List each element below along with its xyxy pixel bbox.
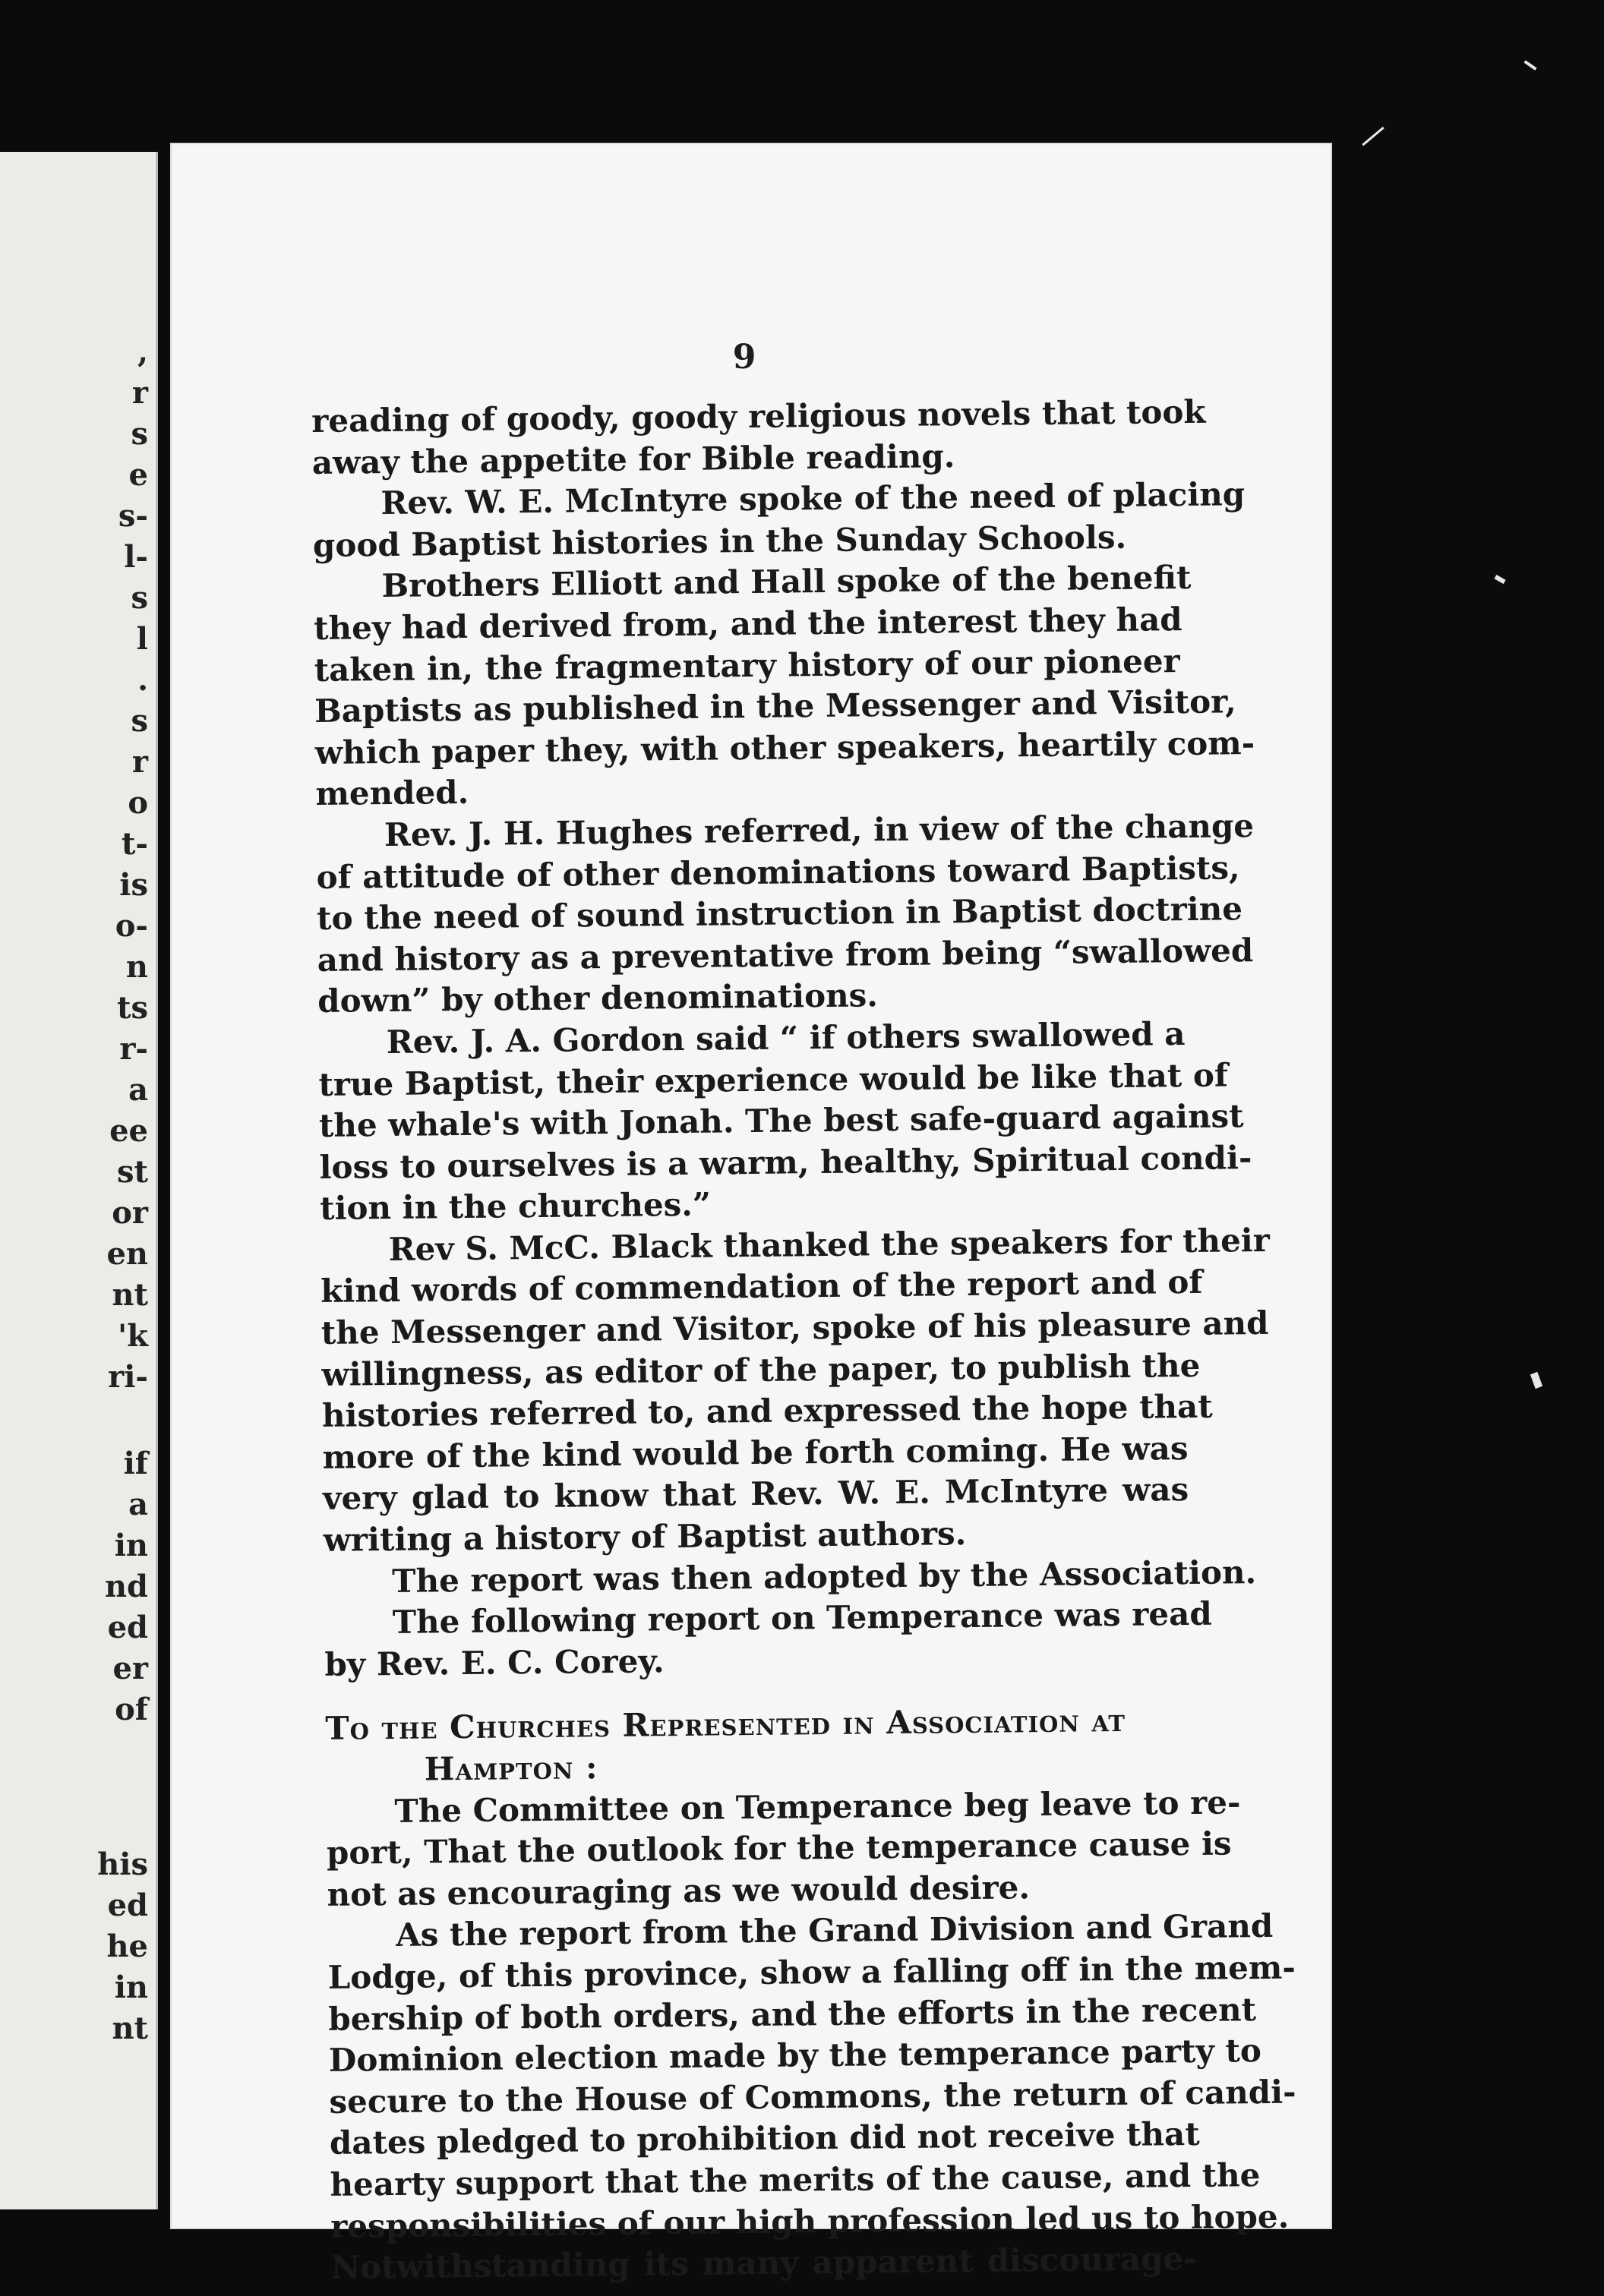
left-page-text-fragment: en (106, 1236, 148, 1272)
text-line: port, That the outlook for the temperance cause is (326, 1824, 1232, 1872)
left-page-text-fragment: r (131, 744, 148, 780)
left-page-text-fragment: ee (109, 1113, 148, 1149)
scan-speck (1530, 1372, 1542, 1389)
text-line: not as encouraging as we would desire. (327, 1868, 1031, 1913)
text-line: which paper they, with other speakers, heartily com- (314, 724, 1255, 771)
text-line: good Baptist histories in the Sunday Schools. (312, 518, 1127, 564)
text-line: true Baptist, their experience would be like that of (318, 1055, 1229, 1103)
left-page-text-fragment: or (112, 1195, 148, 1231)
text-line: reading of goody, goody religious novels that took (311, 393, 1206, 440)
left-page-text-fragment: s- (118, 498, 148, 534)
left-page-text-fragment: 'k (118, 1318, 148, 1354)
text-line: Dominion election made by the temperance party to (328, 2032, 1262, 2080)
text-line: Rev S. McC. Black thanked the speakers for their (388, 1221, 1271, 1268)
left-page-text-fragment: in (114, 1528, 148, 1563)
left-page-text-fragment: he (106, 1929, 148, 1964)
text-line: Baptists as published in the Messenger and Visitor, (314, 683, 1237, 730)
heading-line: Hampton : (424, 1749, 598, 1788)
left-page-text-fragment: ts (117, 990, 148, 1026)
text-line: Rev. J. H. Hughes referred, in view of the change (384, 806, 1255, 853)
text-line: and history as a preventative from being “swallowed (317, 931, 1254, 979)
text-line: tion in the churches.” (319, 1185, 712, 1228)
left-page-text-fragment: his (97, 1847, 148, 1882)
left-page-text-fragment: a (128, 1072, 148, 1108)
left-page-text-fragment: in (114, 1970, 148, 2005)
page-number: 9 (732, 338, 756, 377)
text-line: secure to the House of Commons, the return of candi- (329, 2073, 1296, 2121)
heading-line: To the Churches Represented in Association at (325, 1702, 1126, 1748)
text-line: The report was then adopted by the Association. (392, 1553, 1257, 1600)
text-line: taken in, the fragmentary history of our pioneer (314, 642, 1180, 689)
body-text (311, 392, 1296, 2289)
text-line: more of the kind would be forth coming. He was (322, 1429, 1189, 1476)
left-facing-page (0, 152, 158, 2209)
left-page-text-fragment: e (128, 457, 148, 493)
left-page-text-fragment: if (123, 1446, 148, 1481)
scan-speck (1362, 127, 1385, 146)
left-page-text-fragment: . (137, 662, 148, 698)
left-page-text-fragment: st (117, 1154, 148, 1190)
left-page-text-fragment: a (128, 1487, 148, 1522)
text-line: Rev. W. E. McIntyre spoke of the need of placing (380, 475, 1246, 522)
text-line: down” by other denominations. (317, 976, 879, 1020)
left-page-text-fragment: o (128, 785, 148, 821)
left-page-text-fragment: of (115, 1692, 148, 1727)
left-page-text-fragment: ri- (108, 1359, 148, 1395)
text-line: The Committee on Temperance beg leave to re- (394, 1783, 1241, 1830)
text-line: of attitude of other denominations toward Baptists, (316, 848, 1240, 896)
scan-speck (1523, 60, 1536, 71)
text-line: the whale's with Jonah. The best safe-guard against (318, 1097, 1244, 1145)
left-page-text-fragment: s (131, 416, 148, 452)
left-page-text-fragment: r (131, 375, 148, 411)
text-line: The following report on Temperance was read (392, 1594, 1212, 1642)
text-line: As the report from the Grand Division and Grand (395, 1907, 1274, 1954)
text-line: kind words of commendation of the report and of (320, 1263, 1203, 1310)
text-line: dates pledged to prohibition did not receive that (329, 2115, 1200, 2162)
text-line: responsibilities of our high profession led us to hope. (330, 2197, 1290, 2245)
left-page-text-fragment: n (125, 949, 148, 985)
left-page-text-fragment: o- (115, 908, 148, 944)
text-line: away the appetite for Bible reading. (311, 437, 955, 481)
text-line: willingness, as editor of the paper, to publish the (321, 1346, 1201, 1393)
text-line: they had derived from, and the interest they had (313, 600, 1182, 647)
left-page-text-fragment: ed (107, 1888, 148, 1923)
scan-speck (1494, 575, 1505, 584)
left-page-text-fragment: r- (119, 1031, 148, 1067)
left-page-text-fragment: s (131, 703, 148, 739)
left-page-text-fragment: t- (121, 826, 148, 862)
text-line: Notwithstanding its many apparent discourage- (330, 2240, 1197, 2286)
text-line: by Rev. E. C. Corey. (324, 1642, 665, 1683)
text-line: the Messenger and Visitor, spoke of his pleasure and (320, 1304, 1269, 1351)
left-page-text-fragment: ed (107, 1610, 148, 1645)
left-page-text-fragment: er (112, 1651, 148, 1686)
left-page-text-fragment: l- (124, 539, 148, 575)
left-page-text-fragment: l (136, 621, 148, 657)
text-line: Brothers Elliott and Hall spoke of the benefit (381, 559, 1192, 605)
document-page (170, 143, 1332, 2286)
text-line: histories referred to, and expressed the hope that (321, 1387, 1213, 1435)
text-line: to the need of sound instruction in Baptist doctrine (316, 890, 1243, 938)
text-line: Lodge, of this province, show a falling off in the mem- (327, 1948, 1296, 1996)
text-line: hearty support that the merits of the cause, and the (330, 2156, 1261, 2203)
text-line: mended. (315, 774, 469, 813)
text-line: bership of both orders, and the efforts in the recent (328, 1990, 1257, 2038)
left-page-text-fragment: is (119, 867, 148, 903)
section-heading (325, 1699, 1192, 1791)
text-line: writing a history of Baptist authors. (323, 1515, 967, 1559)
left-page-text-fragment: , (137, 334, 148, 370)
text-line: loss to ourselves is a warm, healthy, Spiritual condi- (319, 1138, 1252, 1186)
text-line: very glad to know that Rev. W. E. McIntyre was (322, 1471, 1189, 1518)
text-line: Rev. J. A. Gordon said “ if others swallowed a (386, 1014, 1186, 1061)
left-page-text-fragment: nd (104, 1569, 148, 1604)
left-page-text-fragment: s (131, 580, 148, 616)
left-page-text-fragment: nt (112, 1277, 148, 1313)
left-page-text-fragment: nt (112, 2011, 148, 2046)
